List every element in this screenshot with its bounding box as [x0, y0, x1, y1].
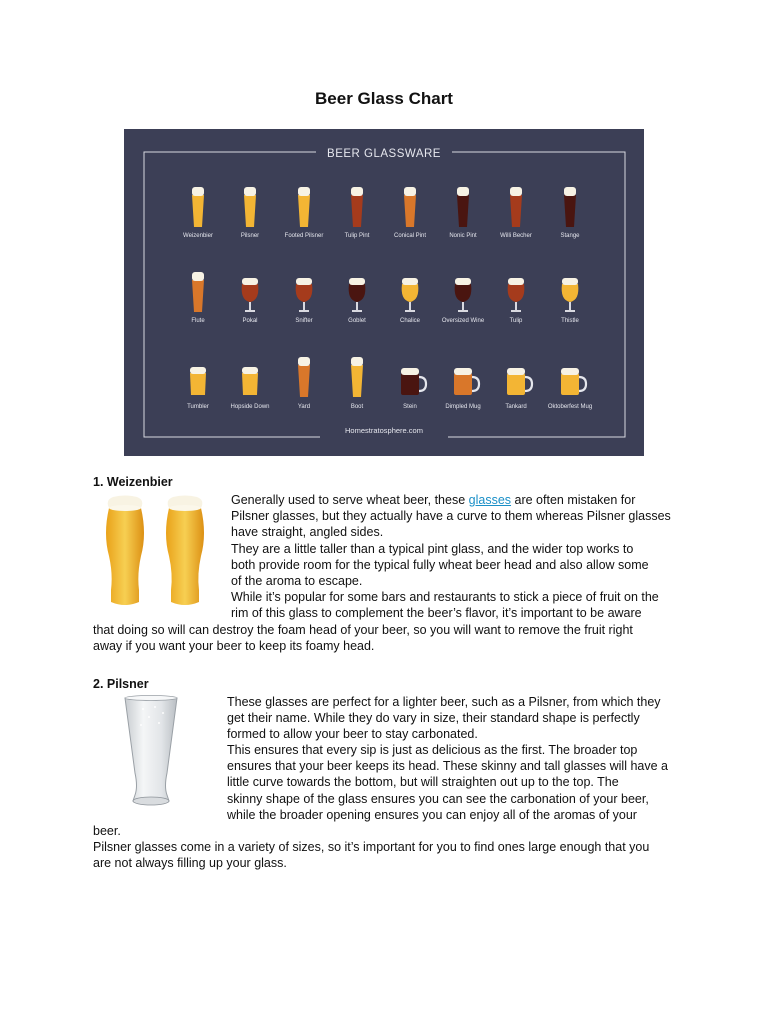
glass-label: Dimpled Mug: [445, 404, 481, 410]
paragraph-line: [231, 573, 362, 589]
glass-icon: [510, 187, 522, 227]
glass-label: Stange: [560, 233, 580, 239]
glass-icon: [296, 278, 313, 312]
paragraph-text: are often mistaken for: [511, 493, 636, 507]
paragraph-line: [231, 508, 671, 524]
paragraph-line: [227, 694, 661, 710]
paragraph-line: [231, 541, 633, 557]
paragraph-text: ensures that your beer keeps its head. These skinny and tall glasses will have a: [227, 759, 668, 773]
glass-icon: [507, 368, 532, 395]
weizenbier-glasses-photo: [97, 494, 213, 612]
paragraph-line: [231, 524, 383, 540]
glass-icon: [404, 187, 416, 227]
glass-label: Footed Pilsner: [284, 233, 324, 239]
glass-label: Nonic Pint: [449, 233, 477, 239]
paragraph-line: [93, 823, 121, 839]
glass-icon: [508, 278, 525, 312]
paragraph-text: beer.: [93, 824, 121, 838]
paragraph-line: [93, 839, 649, 855]
glass-label: Tulip: [509, 318, 523, 324]
paragraph-text: that doing so will can destroy the foam head of your beer, so you will want to remove the fruit right: [93, 623, 633, 637]
glass-label: Snifter: [295, 318, 313, 324]
paragraph-line: [227, 774, 619, 790]
glass-label: Thistle: [561, 318, 579, 324]
glass-label: Weizenbier: [183, 233, 213, 239]
paragraph-text: are not always filling up your glass.: [93, 856, 287, 870]
infographic-canvas: [124, 129, 644, 456]
glass-icon: [401, 368, 426, 395]
glasses-link[interactable]: glasses: [468, 493, 512, 507]
paragraph-text: while the broader opening ensures you can enjoy all of the aromas of your: [227, 808, 637, 822]
glass-label: Stein: [403, 404, 417, 410]
paragraph-text: They are a little taller than a typical pint glass, and the wider top works to: [231, 542, 634, 556]
section-heading-weizenbier: 1. Weizenbier: [93, 475, 173, 489]
page-title: Beer Glass Chart: [315, 89, 453, 108]
glass-icon: [351, 357, 363, 397]
glass-label: Willi Becher: [500, 233, 532, 239]
glass-icon: [455, 278, 472, 312]
paragraph-text: This ensures that every sip is just as delicious as the first. The broader top: [227, 743, 638, 757]
glass-label: Pilsner: [240, 233, 260, 239]
paragraph-text: have straight, angled sides.: [231, 525, 384, 539]
paragraph-line: [231, 605, 642, 621]
glass-label: Flute: [191, 318, 205, 324]
paragraph-line: [93, 855, 287, 871]
beer-glassware-infographic: [124, 129, 644, 456]
paragraph-line: [231, 492, 635, 508]
glass-label: Hopside Down: [230, 404, 270, 410]
glass-icon: [351, 187, 363, 227]
glass-label: Tulip Pint: [344, 233, 370, 239]
paragraph-text: away if you want your beer to keep its foamy head.: [93, 639, 375, 653]
glass-icon: [190, 367, 206, 395]
glass-icon: [298, 357, 310, 397]
paragraph-line: [227, 710, 640, 726]
glass-icon: [242, 367, 258, 395]
paragraph-text: Pilsner glasses come in a variety of sizes, so it’s important for you to find ones large enough that you: [93, 840, 650, 854]
glass-label: Goblet: [348, 318, 366, 324]
paragraph-line: [231, 557, 649, 573]
glass-label: Tumbler: [187, 404, 209, 410]
paragraph-text: These glasses are perfect for a lighter beer, such as a Pilsner, from which they: [227, 695, 661, 709]
paragraph-text: little curve towards the bottom, but will straighten out up to the top. The: [227, 775, 619, 789]
paragraph-line: [93, 638, 374, 654]
paragraph-text: Generally used to serve wheat beer, these: [231, 493, 469, 507]
glass-icon: [561, 368, 586, 395]
paragraph-text: While it’s popular for some bars and restaurants to stick a piece of fruit on the: [231, 590, 659, 604]
glass-icon: [192, 187, 204, 227]
glass-label: Oktoberfest Mug: [547, 404, 593, 410]
pilsner-glass-photo: [119, 695, 183, 809]
paragraph-line: [227, 791, 649, 807]
paragraph-line: [93, 622, 633, 638]
glass-icon: [298, 187, 310, 227]
paragraph-text: both provide room for the typical fully wheat beer head and also allow some: [231, 558, 649, 572]
glass-icon: [402, 278, 419, 312]
glass-label: Conical Pint: [393, 233, 427, 239]
glass-label: Pokal: [242, 318, 258, 324]
glass-icon: [244, 187, 256, 227]
paragraph-text: skinny shape of the glass ensures you can see the carbonation of your beer,: [227, 792, 649, 806]
glass-label: Tankard: [505, 404, 527, 410]
glass-icon: [564, 187, 576, 227]
glass-label: Chalice: [399, 318, 421, 324]
glass-icon: [457, 187, 469, 227]
section-heading-pilsner: 2. Pilsner: [93, 677, 149, 691]
glass-label: Boot: [350, 404, 364, 410]
glass-icon: [192, 272, 204, 312]
paragraph-line: [227, 807, 637, 823]
glass-icon: [562, 278, 579, 312]
glass-icon: [349, 278, 366, 312]
paragraph-line: [227, 742, 637, 758]
glass-label: Yard: [297, 404, 311, 410]
infographic-source: Homestratosphere.com: [345, 426, 423, 435]
paragraph-line: [227, 758, 668, 774]
glass-icon: [454, 368, 479, 395]
paragraph-text: Pilsner glasses, but they actually have a curve to them whereas Pilsner glasses: [231, 509, 671, 523]
paragraph-text: formed to allow your beer to stay carbonated.: [227, 727, 478, 741]
paragraph-text: of the aroma to escape.: [231, 574, 363, 588]
infographic-heading: BEER GLASSWARE: [327, 148, 441, 160]
paragraph-text: rim of this glass to complement the beer’s flavor, it’s important to be aware: [231, 606, 642, 620]
paragraph-line: [227, 726, 478, 742]
paragraph-text: get their name. While they do vary in size, their standard shape is perfectly: [227, 711, 640, 725]
glass-label: Oversized Wine: [441, 318, 485, 324]
glass-icon: [242, 278, 259, 312]
paragraph-line: [231, 589, 659, 605]
